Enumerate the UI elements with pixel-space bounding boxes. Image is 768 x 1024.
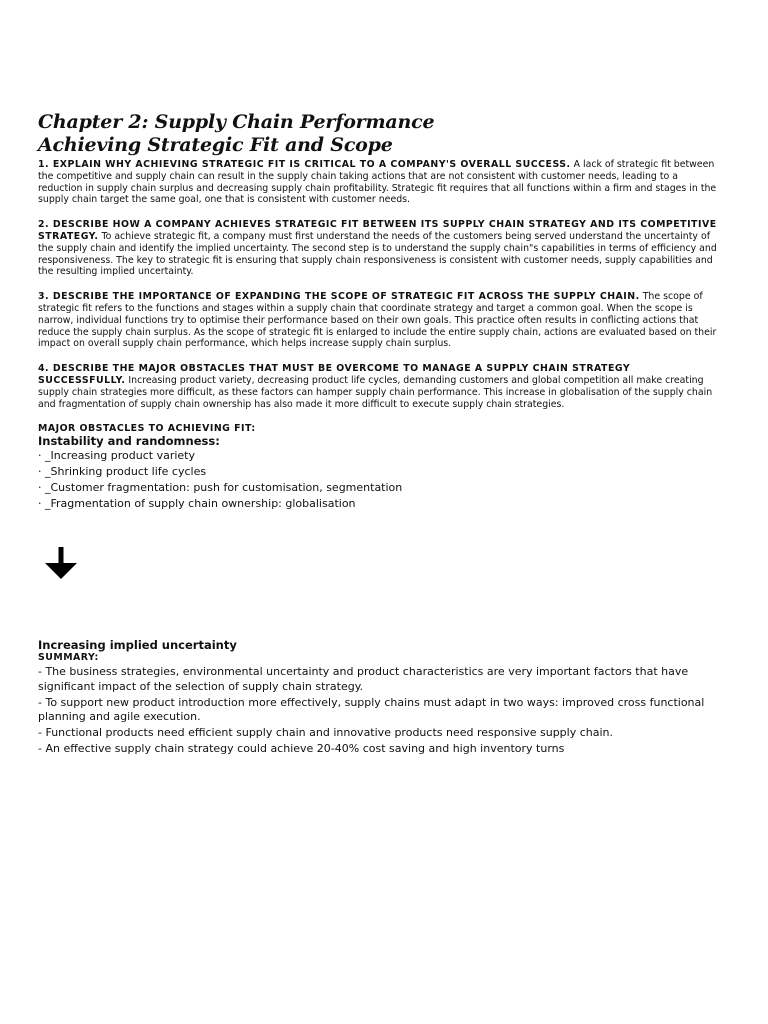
- question-4-answer: Increasing product variety, decreasing product life cycles, demanding customers and global competition all make creating supply chain strategies more difficult, as these factors can hamper supply chain performance. This increase in globalisation of the supply chain and fragmentation of supply chain ownership has also made it more difficult to execute supply chain strategies.: [38, 374, 713, 410]
- question-1-answer: A lack of strategic fit between the competitive and supply chain can result in the supply chain taking actions that are not consistent with customer needs, leading to a reduction in supply chain surplus and decreasing supply chain profitability. Strategic fit requires that all functions within a firm and stages in the supply chain target the same goal, one that is consistent with customer needs.: [38, 159, 717, 206]
- question-1: [38, 159, 718, 206]
- obstacles-heading: MAJOR OBSTACLES TO ACHIEVING FIT:: [38, 423, 256, 435]
- document-page: [38, 111, 718, 512]
- arrow-down-icon: [44, 546, 78, 580]
- question-3-answer: The scope of strategic fit refers to the functions and stages within a supply chain that coordinate strategy and target a common goal. When the scope is narrow, individual functions try to optimise their performance based on their own goals. This practice often results in conflicting actions that reduce the supply chain surplus. As the scope of strategic fit is enlarged to include the entire supply chain, actions are evaluated based on their impact on overall supply chain performance, which helps increase supply chain surplus.: [38, 291, 717, 350]
- list-item: · _Shrinking product life cycles: [38, 465, 207, 479]
- question-2-answer: To achieve strategic fit, a company must first understand the needs of the customers being served understand the uncertainty of the supply chain and identify the implied uncertainty. The second step is to understand the supply chain"s capabilities in terms of efficiency and responsiveness. The key to strategic fit is ensuring that supply chain responsiveness is consistent with customer needs, supply capabilities and the resulting implied uncertainty.: [38, 230, 717, 278]
- list-item: · _Customer fragmentation: push for customisation, segmentation: [38, 481, 403, 495]
- question-3: [38, 291, 718, 350]
- obstacles-subheading: Instability and randomness:: [38, 434, 220, 449]
- list-item: · _Fragmentation of supply chain ownership: globalisation: [38, 497, 356, 511]
- obstacles-list: [38, 448, 718, 512]
- section-title: Achieving Strategic Fit and Scope: [38, 134, 393, 156]
- summary-section: [38, 638, 718, 758]
- summary-label: SUMMARY:: [38, 652, 99, 663]
- list-item: · _Increasing product variety: [38, 449, 196, 463]
- question-1-heading: 1. EXPLAIN WHY ACHIEVING STRATEGIC FIT IS CRITICAL TO A COMPANY'S OVERALL SUCCESS.: [38, 159, 571, 170]
- list-item: - The business strategies, environmental uncertainty and product characteristics are very important factors that have significant impact of the selection of supply chain strategy.: [38, 665, 689, 693]
- list-item: - Functional products need efficient supply chain and innovative products need responsive supply chain.: [38, 726, 614, 739]
- question-2-heading: 2. DESCRIBE HOW A COMPANY ACHIEVES STRATEGIC FIT BETWEEN ITS SUPPLY CHAIN STRATEGY AND ITS COMPETITIVE STRATEGY.: [38, 219, 717, 242]
- question-4-heading: 4. DESCRIBE THE MAJOR OBSTACLES THAT MUST BE OVERCOME TO MANAGE A SUPPLY CHAIN STRATEGY SUCCESSFULLY.: [38, 363, 631, 386]
- question-4: [38, 363, 718, 410]
- list-item: - An effective supply chain strategy could achieve 20-40% cost saving and high inventory turns: [38, 742, 565, 755]
- question-2: [38, 219, 718, 278]
- question-3-heading: 3. DESCRIBE THE IMPORTANCE OF EXPANDING THE SCOPE OF STRATEGIC FIT ACROSS THE SUPPLY CHAIN.: [38, 291, 640, 303]
- list-item: - To support new product introduction more effectively, supply chains must adapt in two ways: improved cross functional planning and agile execution.: [38, 695, 705, 723]
- uncertainty-result: Increasing implied uncertainty: [38, 638, 237, 652]
- summary-list: [38, 665, 718, 757]
- chapter-title: Chapter 2: Supply Chain Performance: [38, 111, 435, 133]
